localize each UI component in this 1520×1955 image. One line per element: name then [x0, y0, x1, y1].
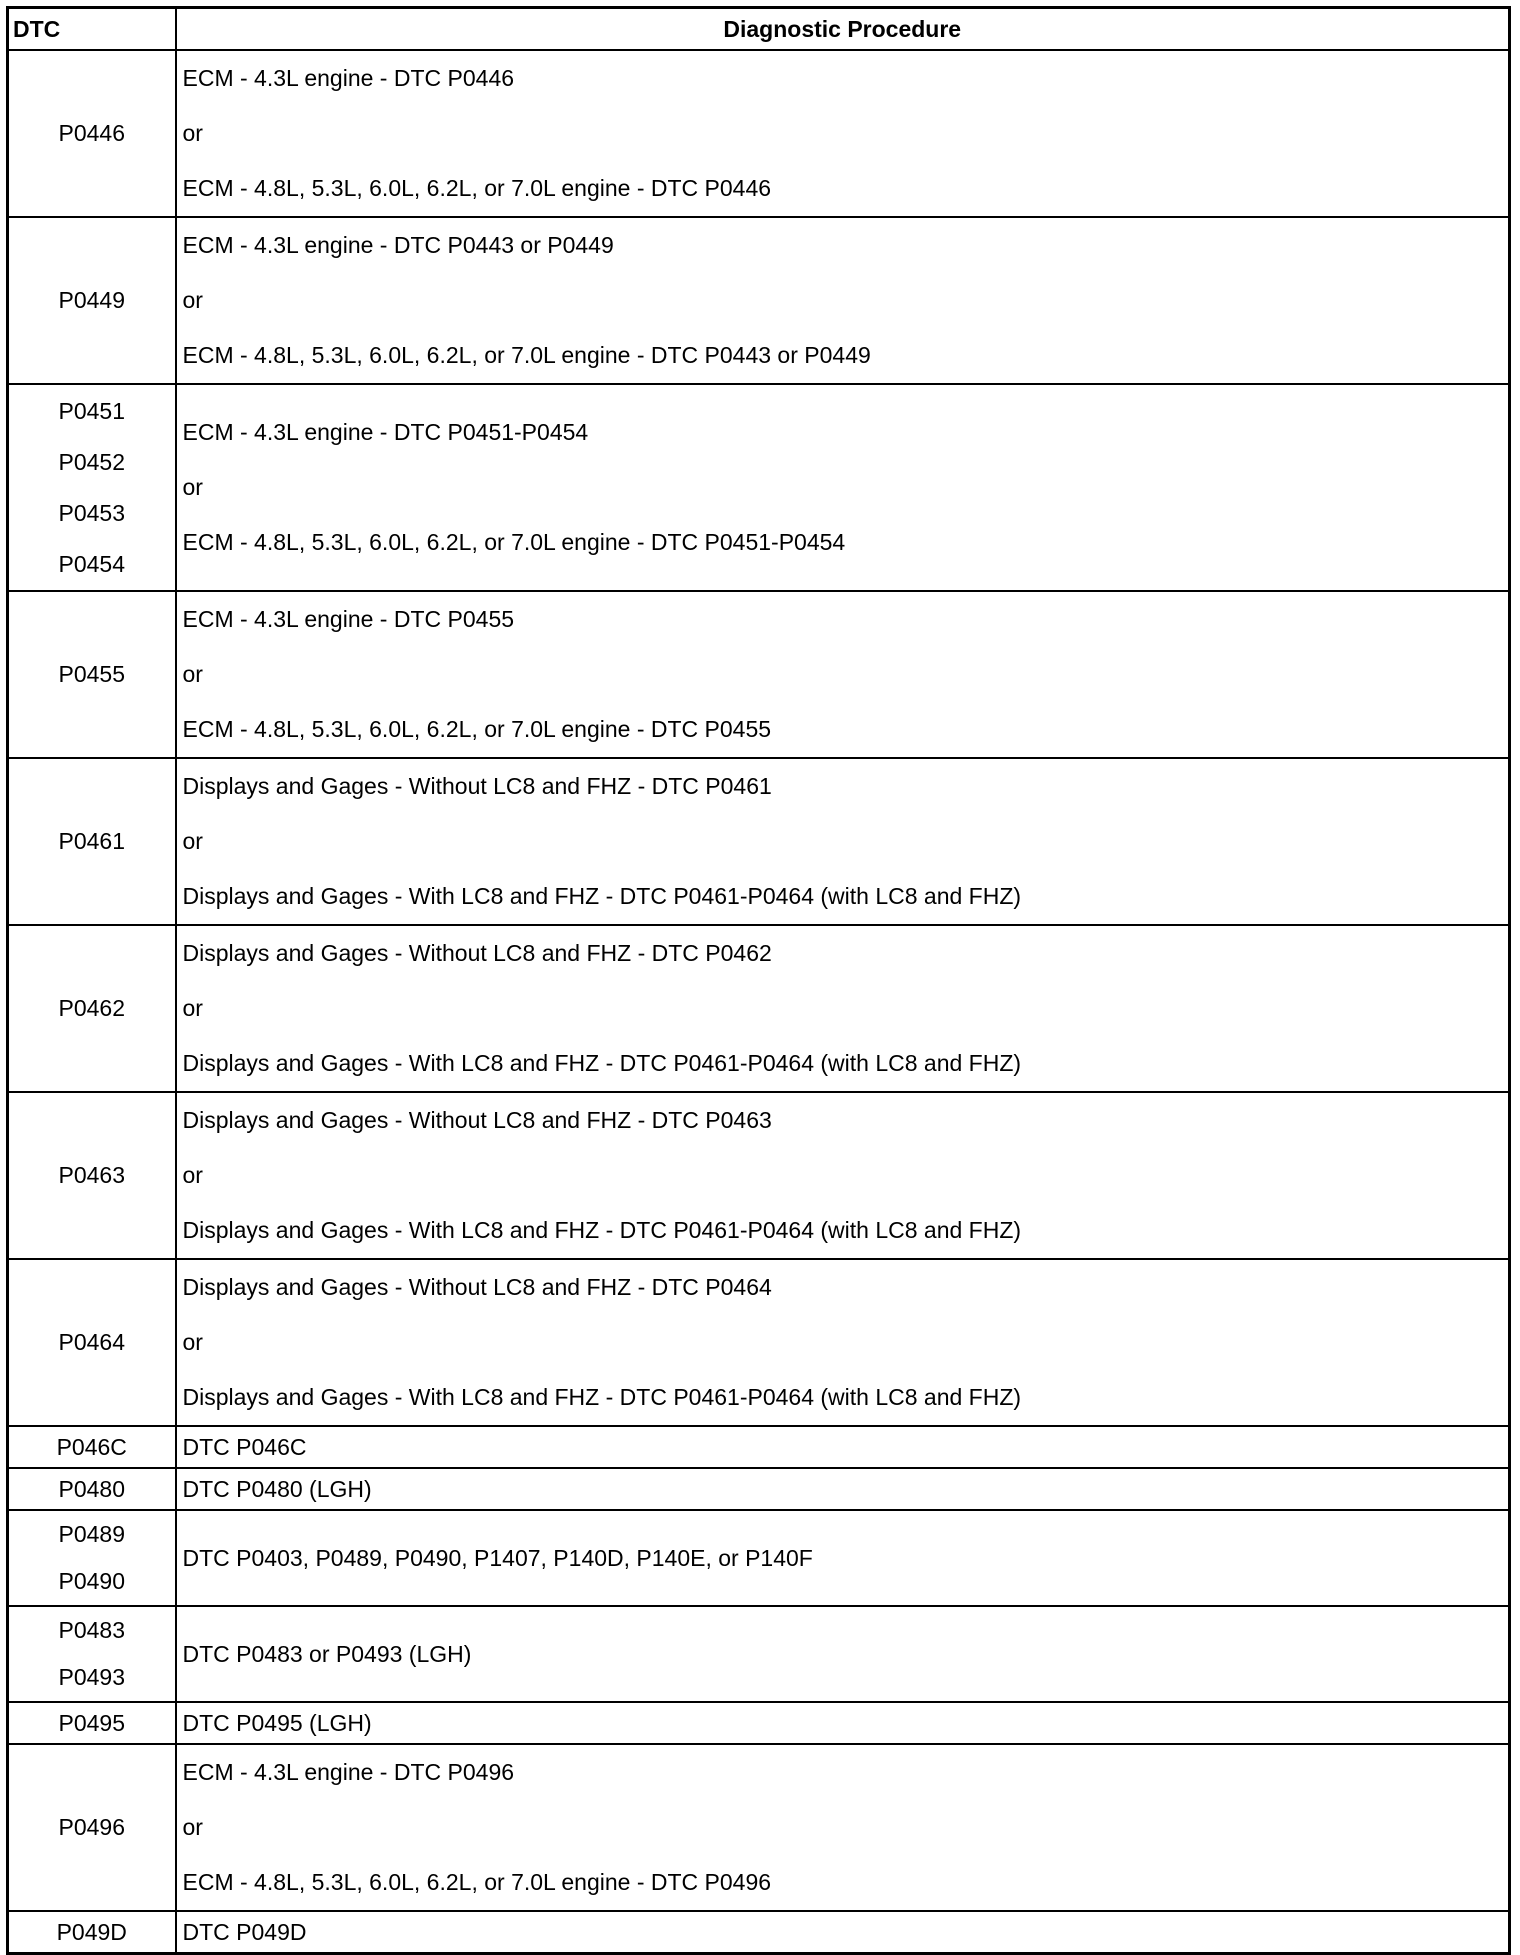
dtc-code: P0493 [58, 1664, 125, 1690]
procedure-cell [176, 1092, 1510, 1259]
dtc-column-header: DTC [8, 8, 176, 51]
table-row [8, 1468, 1510, 1510]
dtc-code: P0496 [58, 1814, 125, 1840]
dtc-code: P0449 [58, 287, 125, 313]
dtc-cell [8, 591, 176, 758]
procedure-line: Displays and Gages - With LC8 and FHZ - DTC P0461-P0464 (with LC8 and FHZ) [182, 1384, 1022, 1410]
procedure-line: ECM - 4.8L, 5.3L, 6.0L, 6.2L, or 7.0L engine - DTC P0451-P0454 [182, 529, 846, 555]
procedure-column-header: Diagnostic Procedure [176, 8, 1510, 51]
procedure-line: or [182, 661, 203, 687]
table-row [8, 217, 1510, 384]
dtc-cell [8, 384, 176, 591]
dtc-cell [8, 1606, 176, 1702]
table-row [8, 1744, 1510, 1911]
dtc-cell [8, 50, 176, 217]
procedure-line: ECM - 4.3L engine - DTC P0446 [182, 65, 515, 91]
procedure-cell [176, 217, 1510, 384]
procedure-cell [176, 1426, 1510, 1468]
table-row [8, 1259, 1510, 1426]
dtc-cell [8, 1259, 176, 1426]
procedure-cell [176, 758, 1510, 925]
dtc-code: P0454 [58, 550, 125, 577]
dtc-code: P0455 [58, 661, 125, 687]
procedure-cell [176, 384, 1510, 591]
procedure-line: DTC P049D [182, 1918, 307, 1945]
procedure-line: Displays and Gages - With LC8 and FHZ - DTC P0461-P0464 (with LC8 and FHZ) [182, 1050, 1022, 1076]
dtc-code: P0495 [58, 1709, 125, 1736]
procedure-line: ECM - 4.8L, 5.3L, 6.0L, 6.2L, or 7.0L engine - DTC P0446 [182, 175, 772, 201]
procedure-cell [176, 1510, 1510, 1606]
table-body [8, 50, 1510, 1954]
procedure-line: DTC P0480 (LGH) [182, 1475, 372, 1502]
dtc-code: P0461 [58, 828, 125, 854]
table-header-row [8, 8, 1510, 51]
procedure-line: or [182, 474, 203, 500]
dtc-cell [8, 925, 176, 1092]
procedure-line: Displays and Gages - With LC8 and FHZ - DTC P0461-P0464 (with LC8 and FHZ) [182, 1217, 1022, 1243]
procedure-cell [176, 1468, 1510, 1510]
procedure-line: or [182, 1814, 203, 1840]
table-row [8, 1702, 1510, 1744]
dtc-code: P0452 [58, 448, 125, 475]
procedure-line: ECM - 4.8L, 5.3L, 6.0L, 6.2L, or 7.0L engine - DTC P0496 [182, 1869, 772, 1895]
table-row [8, 1426, 1510, 1468]
dtc-cell [8, 1092, 176, 1259]
procedure-cell [176, 1744, 1510, 1911]
procedure-line: or [182, 995, 203, 1021]
procedure-line: DTC P0403, P0489, P0490, P1407, P140D, P140E, or P140F [182, 1544, 813, 1571]
procedure-cell [176, 1911, 1510, 1954]
document-page [6, 6, 1508, 1945]
dtc-code: P0451 [58, 397, 125, 424]
procedure-line: ECM - 4.3L engine - DTC P0455 [182, 606, 515, 632]
dtc-cell [8, 1744, 176, 1911]
procedure-cell [176, 50, 1510, 217]
procedure-line: or [182, 1329, 203, 1355]
procedure-line: or [182, 120, 203, 146]
dtc-cell [8, 217, 176, 384]
table-row [8, 591, 1510, 758]
dtc-code: P046C [56, 1433, 127, 1460]
procedure-line: Displays and Gages - Without LC8 and FHZ - DTC P0462 [182, 940, 772, 966]
procedure-line: DTC P046C [182, 1433, 307, 1460]
dtc-code: P0446 [58, 120, 125, 146]
dtc-code: P0490 [58, 1568, 125, 1594]
table-row [8, 1510, 1510, 1606]
procedure-line: or [182, 1162, 203, 1188]
procedure-line: ECM - 4.8L, 5.3L, 6.0L, 6.2L, or 7.0L engine - DTC P0455 [182, 716, 772, 742]
procedure-line: DTC P0483 or P0493 (LGH) [182, 1640, 472, 1667]
procedure-line: Displays and Gages - With LC8 and FHZ - DTC P0461-P0464 (with LC8 and FHZ) [182, 883, 1022, 909]
dtc-cell [8, 758, 176, 925]
procedure-line: Displays and Gages - Without LC8 and FHZ - DTC P0461 [182, 773, 772, 799]
procedure-cell [176, 591, 1510, 758]
dtc-code: P049D [56, 1918, 127, 1945]
table-row [8, 758, 1510, 925]
dtc-cell [8, 1702, 176, 1744]
procedure-line: or [182, 828, 203, 854]
dtc-cell [8, 1426, 176, 1468]
dtc-code: P0483 [58, 1617, 125, 1643]
table-row [8, 1092, 1510, 1259]
dtc-procedure-table [6, 6, 1511, 1955]
dtc-cell [8, 1510, 176, 1606]
table-row [8, 1606, 1510, 1702]
procedure-line: Displays and Gages - Without LC8 and FHZ - DTC P0463 [182, 1107, 772, 1133]
procedure-cell [176, 1606, 1510, 1702]
dtc-code: P0480 [58, 1475, 125, 1502]
procedure-line: DTC P0495 (LGH) [182, 1709, 372, 1736]
procedure-cell [176, 1259, 1510, 1426]
dtc-code: P0464 [58, 1329, 125, 1355]
procedure-line: Displays and Gages - Without LC8 and FHZ - DTC P0464 [182, 1274, 772, 1300]
table-row [8, 50, 1510, 217]
procedure-cell [176, 1702, 1510, 1744]
table-row [8, 925, 1510, 1092]
dtc-code: P0453 [58, 499, 125, 526]
dtc-cell [8, 1911, 176, 1954]
procedure-cell [176, 925, 1510, 1092]
procedure-line: ECM - 4.3L engine - DTC P0496 [182, 1759, 515, 1785]
table-row [8, 384, 1510, 591]
dtc-code: P0489 [58, 1521, 125, 1547]
dtc-code: P0462 [58, 995, 125, 1021]
dtc-cell [8, 1468, 176, 1510]
procedure-line: ECM - 4.3L engine - DTC P0443 or P0449 [182, 232, 614, 258]
procedure-line: ECM - 4.3L engine - DTC P0451-P0454 [182, 419, 589, 445]
procedure-line: ECM - 4.8L, 5.3L, 6.0L, 6.2L, or 7.0L engine - DTC P0443 or P0449 [182, 342, 871, 368]
dtc-code: P0463 [58, 1162, 125, 1188]
table-row [8, 1911, 1510, 1954]
procedure-line: or [182, 287, 203, 313]
